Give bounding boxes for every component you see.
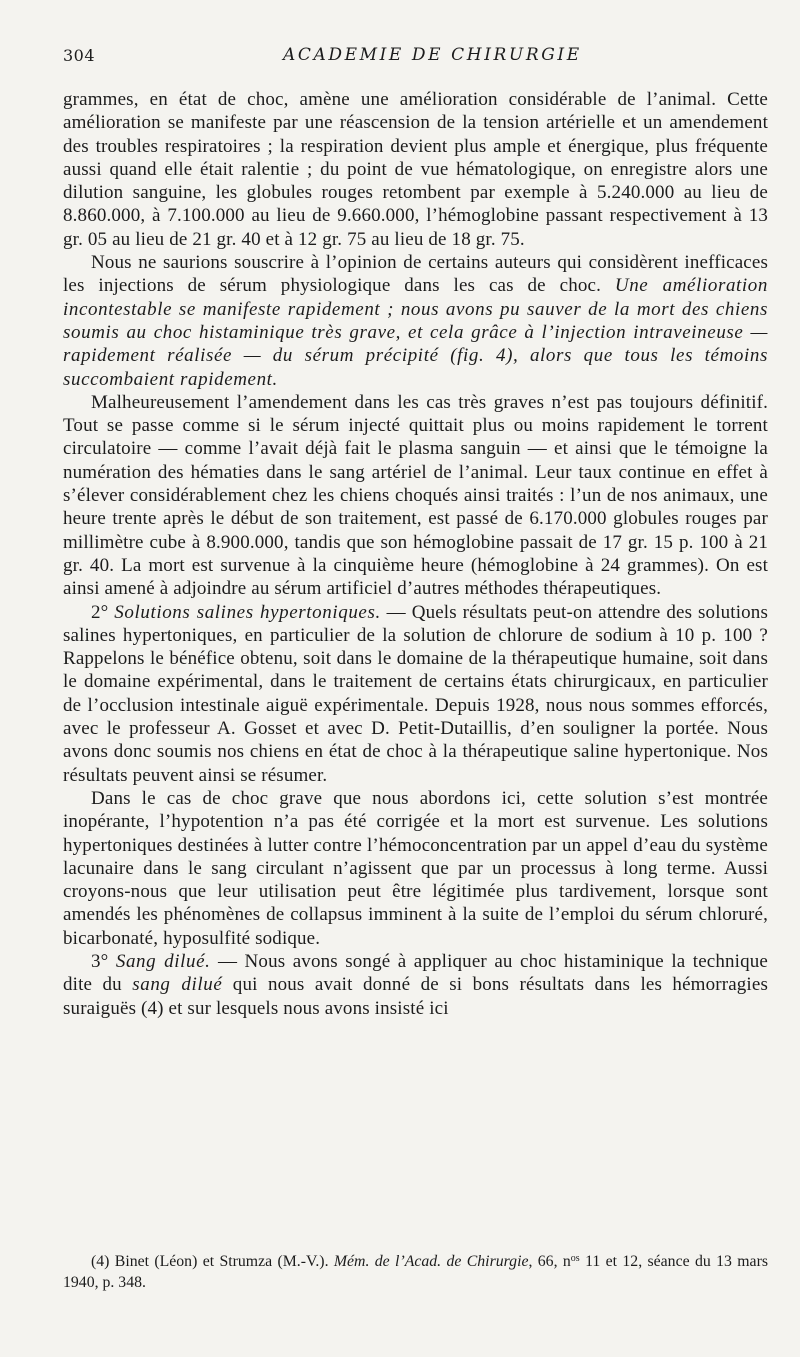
footnotes [63, 1248, 768, 1293]
footnote-text-b: , 66, n [528, 1253, 571, 1270]
footnote-superscript: os [570, 1253, 580, 1264]
paragraph-1: grammes, en état de choc, amène une amélioration considérable de l’animal. Cette amélioration se manifeste par une réascension de la tension artérielle et un amendement des troubles respiratoires ; la respiration devient plus ample et énergique, plus fréquente aussi quand elle était ralentie ; du point de vue hématologique, on enregistre alors une dilution sanguine, les globules rouges retombent par exemple à 5.240.000 au lieu de 8.860.000, à 7.100.000 au lieu de 9.660.000, l’hémoglobine passant respectivement à 13 gr. 05 au lieu de 21 gr. 40 et à 12 gr. 75 au lieu de 18 gr. 75. [63, 89, 768, 250]
paragraph-4 [63, 601, 768, 787]
paragraph-2-italic-a: Une amélioration incontestable se manifeste rapidement ; nous avons pu sauver de la mort des chiens soumis au choc histaminique très grave, et cela grâce à l’injection intraveineuse — rapidement réalisée — du sérum précipité ( [63, 275, 769, 367]
footnote-text-a: (4) Binet (Léon) et Strumza (M.-V.). [91, 1253, 334, 1270]
paragraph-6 [63, 950, 768, 1020]
main-text [63, 88, 768, 1020]
page-header [63, 36, 768, 72]
running-title: ACADEMIE DE CHIRURGIE [283, 45, 582, 65]
paragraph-6-italic: sang dilué [132, 974, 223, 996]
paragraph-2-text: Nous ne saurions souscrire à l’opinion de certains auteurs qui considèrent inefficaces les injections de sérum physiologique dans les cas de choc. [63, 252, 768, 297]
section-number-2: 2° [91, 601, 115, 623]
paragraph-6-text-a: — Nous avons songé à appliquer au choc histaminique la technique dite du [63, 950, 768, 996]
section-title-hypertonic: Solutions salines hypertoniques. [114, 601, 381, 623]
footnote-4 [63, 1248, 768, 1293]
paragraph-2-italic-b: ), alors que tous les témoins succombaient rapidement. [63, 345, 768, 390]
paragraph-4-text: — Quels résultats peut-on attendre des solutions salines hypertoniques, en particulier de la solution de chlorure de sodium à 10 p. 100 ? Rappelons le bénéfice obtenu, soit dans le domaine de la thérapeutique humaine, soit dans le domaine expérimental, dans le traitement de certains états chirurgicaux, en particulier de l’occlusion intestinale aiguë expérimentale. Depuis 1928, nous nous sommes efforcés, avec le professeur A. Gosset et avec D. Petit-Dutaillis, d’en souligner la portée. Nous avons donc soumis nos chiens en état de choc à la thérapeutique saline hypertonique. Nos résultats peuvent ainsi se résumer. [63, 601, 768, 786]
paragraph-5: Dans le cas de choc grave que nous abordons ici, cette solution s’est montrée inopérante, l’hypotention n’a pas été corrigée et la mort est survenue. Les solutions hypertoniques destinées à lutter contre l’hémoconcentration par un appel d’eau du système lacunaire dans le sang circulant n’agissent que par un processus à long terme. Aussi croyons-nous que leur utilisation peut être légitimée plus tardivement, lorsque sont amendés les phénomènes de collapsus imminent à la suite de l’emploi du sérum chloruré, bicarbonaté, hyposulfité sodique. [63, 787, 768, 949]
page-number: 304 [63, 46, 96, 65]
figure-reference: fig. 4 [457, 345, 507, 367]
section-title-diluted-blood: Sang dilué. [115, 950, 211, 972]
paragraph-6-text-b: qui nous avait donné de si bons résultats dans les hémorragies suraiguës (4) et sur lesquels nous avons insisté ici [63, 974, 768, 1019]
section-number-3: 3° [91, 950, 116, 972]
footnote-text-c: 11 et 12, séance du 13 mars 1940, p. 348. [63, 1253, 768, 1291]
footnote-journal: Mém. de l’Acad. de Chirurgie [333, 1253, 529, 1270]
paragraph-3: Malheureusement l’amendement dans les cas très graves n’est pas toujours définitif. Tout se passe comme si le sérum injecté quittait plus ou moins rapidement le torrent circulatoire — comme l’avait déjà fait le plasma sanguin — et ainsi que le témoigne la numération des hématies dans le sang artériel de l’animal. Leur taux continue en effet à s’élever considérablement chez les chiens choqués ainsi traités : l’un de nos animaux, une heure trente après le début de son traitement, est passé de 6.170.000 globules rouges par millimètre cube à 8.900.000, tandis que son hémoglobine passait de 17 gr. 15 p. 100 à 21 gr. 40. La mort est survenue à la cinquième heure (hémoglobine à 24 grammes). On est ainsi amené à adjoindre au sérum artificiel d’autres méthodes thérapeutiques. [63, 391, 768, 600]
paragraph-2 [63, 251, 768, 391]
